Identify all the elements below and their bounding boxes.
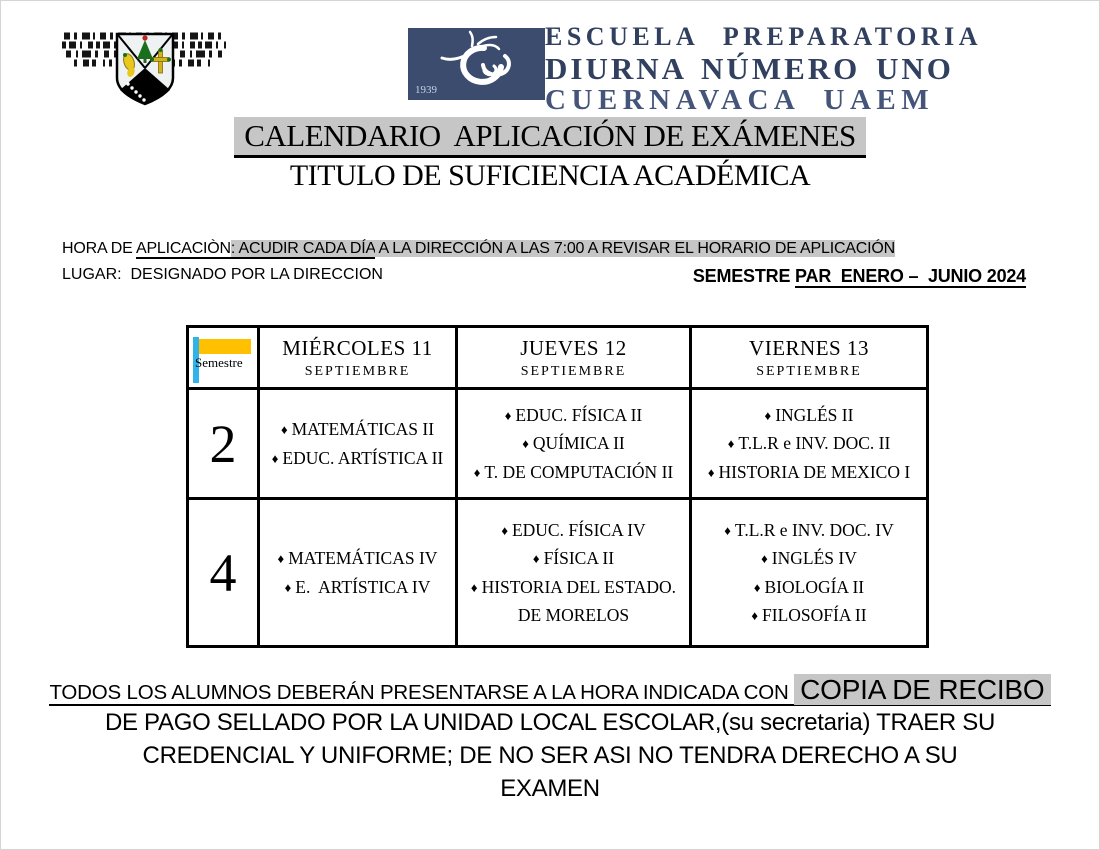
semester-number-cell: 4 — [188, 499, 259, 647]
uaem-crest-logo — [62, 10, 226, 118]
header-month: SEPTIEMBRE — [520, 363, 627, 379]
header-day: VIERNES 13 — [749, 335, 869, 360]
subject-item: ♦ EDUC. ARTÍSTICA II — [271, 447, 444, 468]
footer-notice-line: CREDENCIAL Y UNIFORME; DE NO SER ASI NO TENDRA DERECHO A SU — [142, 742, 958, 769]
diamond-bullet-icon: ♦ — [501, 522, 508, 538]
table-row — [188, 389, 928, 499]
diamond-bullet-icon: ♦ — [727, 436, 735, 452]
subjects-cell — [691, 389, 928, 499]
diamond-bullet-icon: ♦ — [751, 607, 759, 623]
subjects-cell — [259, 389, 457, 499]
diamond-bullet-icon: ♦ — [470, 579, 478, 595]
hora-word: APLICACIÒN — [135, 240, 231, 257]
diamond-bullet-icon: ♦ — [280, 422, 288, 438]
subject-item: ♦ MATEMÁTICAS IV — [277, 548, 438, 569]
semester-period-label: SEMESTRE — [692, 266, 796, 286]
hora-line — [62, 240, 895, 258]
diamond-bullet-icon: ♦ — [761, 551, 768, 567]
school-name-line: DIURNA NÚMERO UNO — [545, 51, 954, 86]
exam-table-body — [188, 389, 928, 647]
diamond-bullet-icon: ♦ — [764, 407, 772, 423]
corner-label: Semestre — [195, 355, 243, 370]
diamond-bullet-icon: ♦ — [707, 464, 715, 480]
diamond-bullet-icon: ♦ — [284, 579, 292, 595]
footer-notice-line: EXAMEN — [500, 775, 600, 802]
subject-item: ♦ QUÍMICA II — [522, 433, 625, 454]
semester-period-value: PAR ENERO – JUNIO 2024 — [795, 266, 1026, 286]
diamond-bullet-icon: ♦ — [724, 522, 731, 538]
subject-item: ♦ EDUC. FÍSICA II — [504, 404, 643, 425]
table-header-row — [188, 327, 928, 389]
subject-item: ♦ EDUC. FÍSICA IV — [501, 519, 646, 540]
subjects-cell — [457, 389, 691, 499]
school-name-line: ESCUELA PREPARATORIA — [545, 22, 982, 51]
deer-swirl-icon — [408, 28, 545, 100]
logo-year: 1939 — [415, 84, 437, 96]
info-row — [62, 266, 1026, 287]
semester-period — [693, 266, 1026, 287]
subject-item: ♦ FILOSOFÍA II — [751, 604, 867, 625]
footer-highlight: COPIA DE RECIBO — [794, 674, 1050, 705]
lugar-line: LUGAR: DESIGNADO POR LA DIRECCION — [62, 266, 383, 283]
footer-notice-line: DE PAGO SELLADO POR LA UNIDAD LOCAL ESCOLAR,(su secretaria) TRAER SU — [104, 709, 996, 736]
corner-yellow-bar-icon — [199, 339, 251, 354]
school-name-line: CUERNAVACA UAEM — [545, 84, 935, 116]
hora-highlight-underlined: : ACUDIR CADA DÍA — [230, 240, 376, 257]
diamond-bullet-icon: ♦ — [277, 551, 285, 567]
header-day: JUEVES 12 — [520, 335, 627, 360]
diamond-bullet-icon: ♦ — [522, 436, 529, 452]
semester-corner-cell — [188, 327, 259, 389]
header-day: MIÉRCOLES 11 — [282, 335, 433, 360]
subject-item: ♦ E. ARTÍSTICA IV — [284, 576, 431, 597]
uaem-crest-icon — [62, 10, 226, 118]
exam-table — [186, 325, 929, 648]
subject-item: ♦ INGLÉS II — [764, 404, 854, 425]
subjects-cell — [457, 499, 691, 647]
subject-item: ♦ FÍSICA II — [532, 548, 615, 569]
header-month: SEPTIEMBRE — [304, 363, 411, 379]
page-title-text: CALENDARIO APLICACIÓN DE EXÁMENES — [234, 117, 866, 158]
subject-item: ♦ T. DE COMPUTACIÓN II — [473, 461, 674, 482]
table-header-day-cell — [691, 327, 928, 389]
table-row — [188, 499, 928, 647]
diamond-bullet-icon: ♦ — [473, 464, 481, 480]
hora-prefix: HORA DE — [62, 240, 136, 257]
page-subtitle: TITULO DE SUFICIENCIA ACADÉMICA — [289, 159, 811, 192]
subject-item: ♦ HISTORIA DEL ESTADO. DE MORELOS — [470, 576, 681, 625]
semester-number-cell: 2 — [188, 389, 259, 499]
prepa-1939-logo — [408, 28, 545, 100]
footer-notice-line1 — [0, 674, 1100, 706]
diamond-bullet-icon: ♦ — [532, 551, 540, 567]
table-header-day-cell — [457, 327, 691, 389]
table-header-day-cell — [259, 327, 457, 389]
footer-notice-lines — [30, 706, 1070, 805]
subject-item: ♦ T.L.R e INV. DOC. IV — [724, 519, 894, 540]
subject-item: ♦ INGLÉS IV — [761, 548, 857, 569]
subject-item: ♦ T.L.R e INV. DOC. II — [727, 433, 891, 454]
hora-highlight-rest: A LA DIRECCIÓN A LAS 7:00 A REVISAR EL HORARIO DE APLICACIÓN — [375, 240, 895, 257]
subject-item: ♦ BIOLOGÍA II — [753, 576, 865, 597]
footer-notice-text: TODOS LOS ALUMNOS DEBERÁN PRESENTARSE A LA HORA INDICADA CON — [49, 681, 795, 704]
subject-item: ♦ HISTORIA DE MEXICO I — [707, 461, 911, 482]
subjects-cell — [259, 499, 457, 647]
school-name — [545, 24, 1015, 115]
diamond-bullet-icon: ♦ — [753, 579, 761, 595]
header-month: SEPTIEMBRE — [756, 363, 862, 379]
subject-item: ♦ MATEMÁTICAS II — [280, 419, 435, 440]
diamond-bullet-icon: ♦ — [504, 407, 512, 423]
subjects-cell — [691, 499, 928, 647]
diamond-bullet-icon: ♦ — [271, 450, 279, 466]
page-title — [0, 118, 1100, 154]
